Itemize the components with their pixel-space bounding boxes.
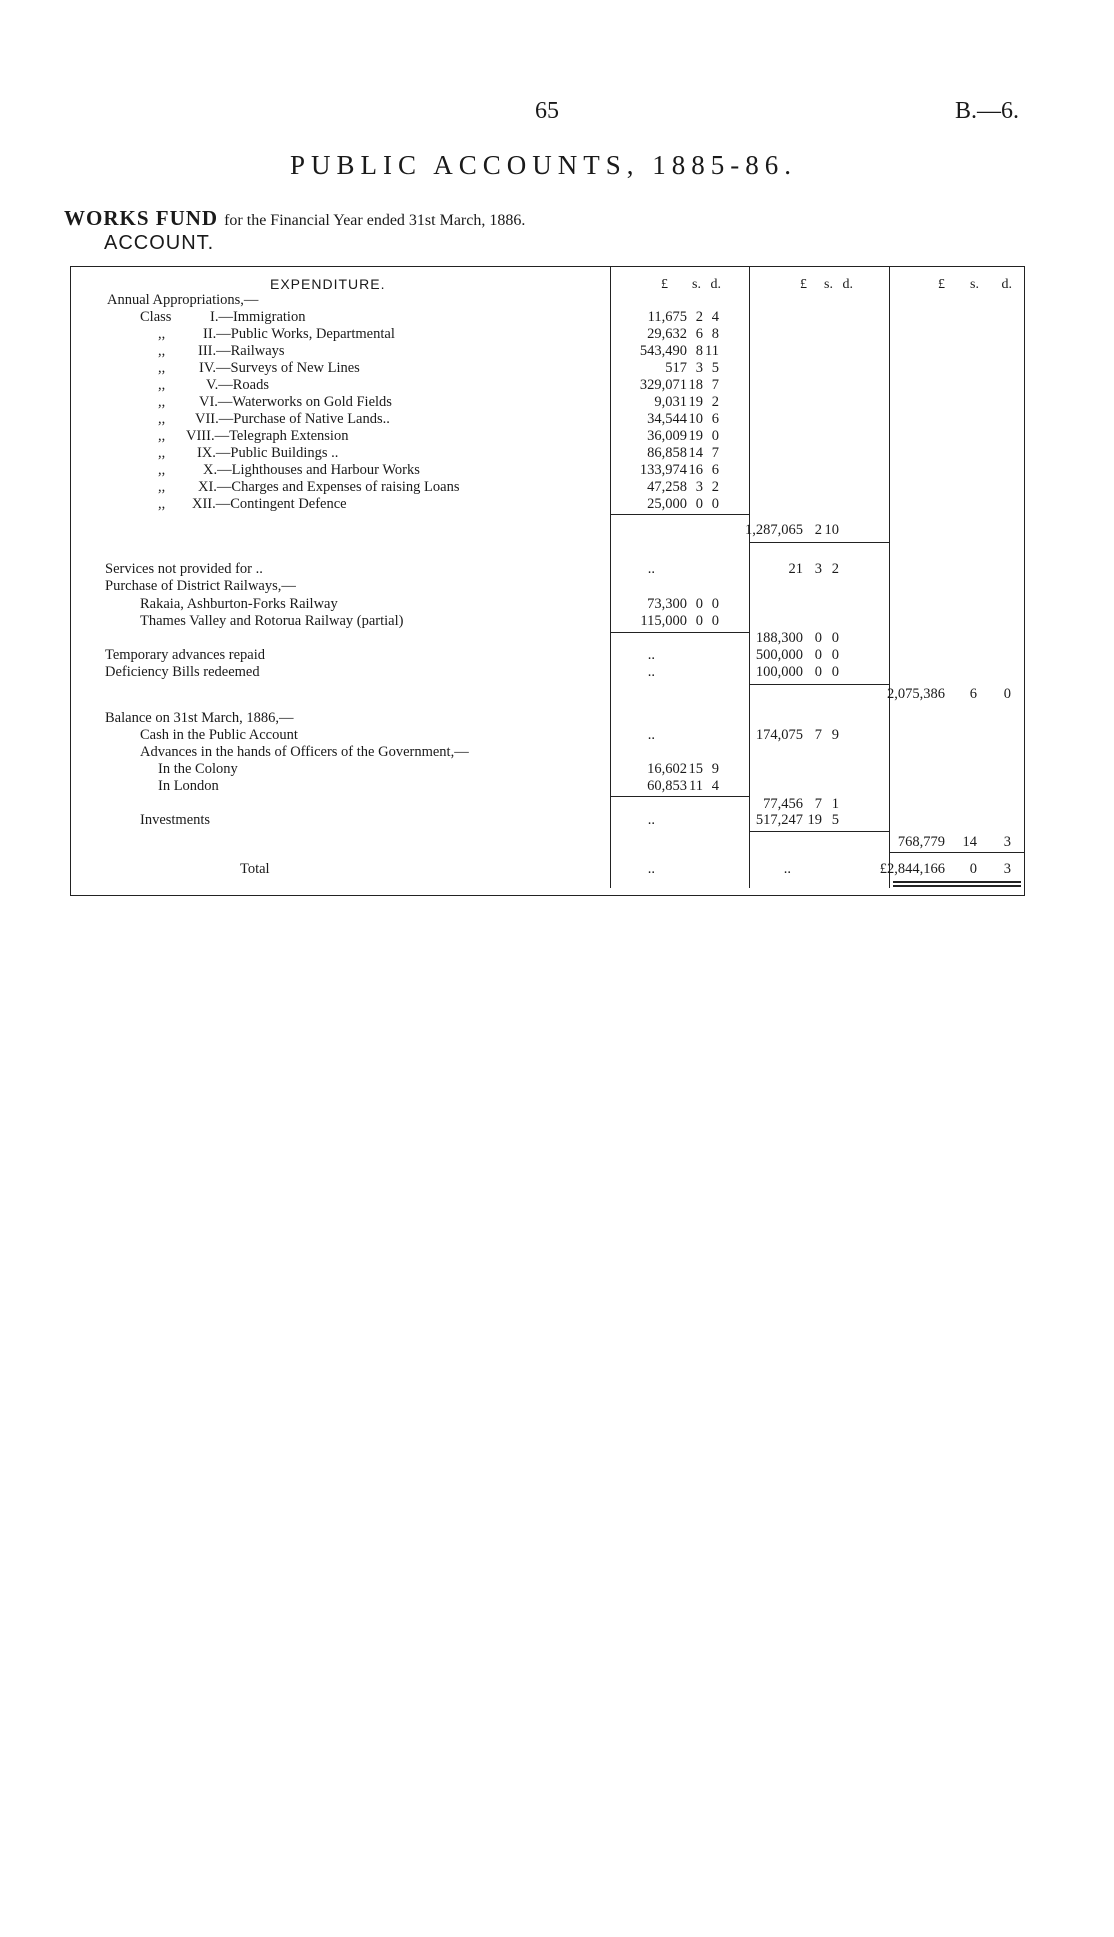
railways-total-row — [70, 630, 1025, 647]
balance-total-pounds: 768,779 — [897, 834, 945, 850]
services-label: Services not provided for .. — [105, 561, 263, 577]
advances-total-pence: 1 — [831, 796, 839, 812]
balance-heading-row — [70, 710, 1025, 727]
col3-shillings-header: s. — [970, 277, 979, 292]
fund-heading — [64, 206, 525, 231]
total-label: Total — [240, 861, 270, 877]
class-pence: 0 — [711, 496, 719, 512]
total-shillings: 0 — [969, 861, 977, 877]
class-prefix: ,, — [158, 377, 166, 393]
subtotal-row — [70, 686, 1025, 703]
page-number: 65 — [535, 98, 559, 124]
total-double-rule-bottom — [893, 885, 1021, 887]
expenditure-table — [70, 266, 1025, 896]
cash-shillings: 7 — [814, 727, 822, 743]
class-shillings: 16 — [688, 462, 703, 478]
investments-col1: .. — [647, 812, 655, 828]
class-shillings: 19 — [688, 394, 703, 410]
advances-heading: Advances in the hands of Officers of the Government,— — [140, 744, 469, 760]
class-pence: 5 — [711, 360, 719, 376]
total-row — [70, 861, 1025, 878]
investments-pounds: 517,247 — [755, 812, 803, 828]
classes-total-pence: 10 — [824, 522, 839, 538]
advances-total-pounds: 77,456 — [763, 796, 803, 812]
class-label: X.—Lighthouses and Harbour Works — [203, 462, 420, 478]
class-pence: 8 — [711, 326, 719, 342]
class-shillings: 6 — [695, 326, 703, 342]
railway-pounds: 73,300 — [647, 596, 687, 612]
colony-pence: 9 — [711, 761, 719, 777]
classes-total-pounds: 1,287,065 — [745, 522, 803, 538]
account-label: ACCOUNT. — [104, 232, 215, 254]
class-prefix: ,, — [158, 496, 166, 512]
colony-shillings: 15 — [688, 761, 703, 777]
colony-row — [70, 761, 1025, 778]
temporary-shillings: 0 — [814, 647, 822, 663]
class-prefix: ,, — [158, 394, 166, 410]
col2-shillings-header: s. — [824, 277, 833, 292]
class-pounds: 543,490 — [639, 343, 687, 359]
class-label: IX.—Public Buildings .. — [197, 445, 339, 461]
investments-shillings: 19 — [807, 812, 822, 828]
advances-total-row — [70, 796, 1025, 813]
subtotal-rule — [749, 684, 889, 685]
class-pence: 7 — [711, 377, 719, 393]
class-pence: 7 — [711, 445, 719, 461]
col3-pounds-header: £ — [938, 277, 945, 292]
col2-pence-header: d. — [842, 277, 853, 292]
class-label: IV.—Surveys of New Lines — [199, 360, 360, 376]
table-row — [70, 445, 1025, 462]
class-pounds: 25,000 — [647, 496, 687, 512]
railways-total-pence: 0 — [831, 630, 839, 646]
colony-pounds: 16,602 — [647, 761, 687, 777]
fund-subtitle: for the Financial Year ended 31st March, 1886. — [224, 212, 526, 229]
total-pounds: £2,844,166 — [879, 861, 945, 877]
services-pounds: 21 — [788, 561, 803, 577]
table-row — [70, 411, 1025, 428]
class-prefix: Class — [140, 309, 172, 325]
london-pounds: 60,853 — [647, 778, 687, 794]
table-row — [70, 309, 1025, 326]
railway-pence: 0 — [711, 596, 719, 612]
table-row — [70, 596, 1025, 613]
class-shillings: 10 — [688, 411, 703, 427]
class-shillings: 14 — [688, 445, 703, 461]
class-pounds: 34,544 — [647, 411, 687, 427]
temporary-row — [70, 647, 1025, 664]
class-prefix: ,, — [158, 343, 166, 359]
class-prefix: ,, — [158, 428, 166, 444]
purchase-heading: Purchase of District Railways,— — [105, 578, 296, 594]
table-header-row — [70, 276, 1025, 293]
col1-shillings-header: s. — [692, 277, 701, 292]
balance-total-row — [70, 834, 1025, 851]
table-row — [70, 479, 1025, 496]
total-sum-rule — [889, 852, 1025, 853]
total-double-rule-top — [893, 881, 1021, 883]
class-pence: 0 — [711, 428, 719, 444]
table-row — [70, 377, 1025, 394]
annual-appropriations-heading — [70, 292, 1025, 309]
classes-sum-rule — [610, 514, 749, 515]
col2-rule — [749, 542, 889, 543]
cash-pounds: 174,075 — [755, 727, 803, 743]
table-row — [70, 326, 1025, 343]
class-shillings: 19 — [688, 428, 703, 444]
temporary-label: Temporary advances repaid — [105, 647, 266, 663]
services-row — [70, 561, 1025, 578]
advances-total-shillings: 7 — [814, 796, 822, 812]
total-col2: .. — [783, 861, 791, 877]
class-pence: 6 — [711, 411, 719, 427]
services-shillings: 3 — [814, 561, 822, 577]
subtotal-pence: 0 — [1003, 686, 1011, 702]
deficiency-col1: .. — [647, 664, 655, 680]
class-label: VI.—Waterworks on Gold Fields — [199, 394, 392, 410]
classes-total-row — [70, 522, 1025, 539]
subtotal-shillings: 6 — [969, 686, 977, 702]
deficiency-shillings: 0 — [814, 664, 822, 680]
class-label: VII.—Purchase of Native Lands.. — [195, 411, 390, 427]
class-pence: 6 — [711, 462, 719, 478]
col1-pence-header: d. — [710, 277, 721, 292]
col2-pounds-header: £ — [800, 277, 807, 292]
table-row — [70, 394, 1025, 411]
london-label: In London — [158, 778, 219, 794]
class-label: VIII.—Telegraph Extension — [186, 428, 349, 444]
class-shillings: 8 — [695, 343, 703, 359]
table-bottom-rule — [70, 895, 1025, 896]
cash-col1: .. — [647, 727, 655, 743]
fund-name: WORKS FUND — [64, 206, 219, 230]
investments-pence: 5 — [831, 812, 839, 828]
class-prefix: ,, — [158, 462, 166, 478]
class-pounds: 9,031 — [654, 394, 687, 410]
deficiency-label: Deficiency Bills redeemed — [105, 664, 260, 680]
heading-expenditure: EXPENDITURE. — [270, 276, 386, 292]
class-shillings: 18 — [688, 377, 703, 393]
class-prefix: ,, — [158, 326, 166, 342]
class-label: I.—Immigration — [210, 309, 306, 325]
london-row — [70, 778, 1025, 795]
class-pounds: 517 — [665, 360, 687, 376]
class-label: III.—Railways — [198, 343, 285, 359]
table-row — [70, 613, 1025, 630]
deficiency-pounds: 100,000 — [755, 664, 803, 680]
deficiency-row — [70, 664, 1025, 681]
colony-label: In the Colony — [158, 761, 238, 777]
class-pence: 2 — [711, 479, 719, 495]
railways-total-pounds: 188,300 — [755, 630, 803, 646]
annual-appropriations-label: Annual Appropriations,— — [107, 292, 259, 308]
balance-sum-rule — [749, 831, 889, 832]
temporary-col1: .. — [647, 647, 655, 663]
subtotal-pounds: 2,075,386 — [887, 686, 945, 702]
services-pence: 2 — [831, 561, 839, 577]
table-top-rule — [70, 266, 1025, 267]
class-pounds: 11,675 — [647, 309, 687, 325]
railway-pounds: 115,000 — [640, 613, 687, 629]
london-pence: 4 — [711, 778, 719, 794]
class-pounds: 36,009 — [647, 428, 687, 444]
balance-total-pence: 3 — [1003, 834, 1011, 850]
class-pounds: 86,858 — [647, 445, 687, 461]
purchase-heading-row — [70, 578, 1025, 595]
cash-pence: 9 — [831, 727, 839, 743]
class-prefix: ,, — [158, 360, 166, 376]
table-row — [70, 360, 1025, 377]
class-pounds: 29,632 — [647, 326, 687, 342]
railway-shillings: 0 — [695, 596, 703, 612]
table-row — [70, 462, 1025, 479]
class-label: II.—Public Works, Departmental — [203, 326, 395, 342]
class-label: V.—Roads — [206, 377, 269, 393]
deficiency-pence: 0 — [831, 664, 839, 680]
temporary-pence: 0 — [831, 647, 839, 663]
railway-shillings: 0 — [695, 613, 703, 629]
railways-total-shillings: 0 — [814, 630, 822, 646]
total-col1: .. — [647, 861, 655, 877]
col3-pence-header: d. — [1001, 277, 1012, 292]
page-title: PUBLIC ACCOUNTS, 1885-86. — [290, 150, 798, 180]
class-pounds: 47,258 — [647, 479, 687, 495]
class-prefix: ,, — [158, 445, 166, 461]
document-reference: B.—6. — [955, 98, 1020, 124]
class-prefix: ,, — [158, 479, 166, 495]
railway-label: Thames Valley and Rotorua Railway (partial) — [140, 613, 404, 629]
table-row — [70, 343, 1025, 360]
class-shillings: 3 — [695, 479, 703, 495]
class-pence: 2 — [711, 394, 719, 410]
total-pence: 3 — [1003, 861, 1011, 877]
class-label: XI.—Charges and Expenses of raising Loans — [198, 479, 460, 495]
investments-label: Investments — [140, 812, 211, 828]
railway-label: Rakaia, Ashburton-Forks Railway — [140, 596, 338, 612]
temporary-pounds: 500,000 — [755, 647, 803, 663]
class-pounds: 329,071 — [639, 377, 687, 393]
class-shillings: 0 — [695, 496, 703, 512]
class-pence: 4 — [711, 309, 719, 325]
balance-heading: Balance on 31st March, 1886,— — [105, 710, 294, 726]
class-prefix: ,, — [158, 411, 166, 427]
london-shillings: 11 — [689, 778, 703, 794]
class-label: XII.—Contingent Defence — [192, 496, 347, 512]
class-shillings: 2 — [695, 309, 703, 325]
advances-heading-row — [70, 744, 1025, 761]
cash-label: Cash in the Public Account — [140, 727, 298, 743]
col1-pounds-header: £ — [661, 277, 668, 292]
investments-row — [70, 812, 1025, 829]
balance-total-shillings: 14 — [962, 834, 977, 850]
cash-row — [70, 727, 1025, 744]
table-row — [70, 496, 1025, 513]
table-row — [70, 428, 1025, 445]
services-col1: .. — [647, 561, 655, 577]
classes-total-shillings: 2 — [814, 522, 822, 538]
class-shillings: 3 — [695, 360, 703, 376]
class-pence: 11 — [705, 343, 719, 359]
class-pounds: 133,974 — [639, 462, 687, 478]
railway-pence: 0 — [711, 613, 719, 629]
